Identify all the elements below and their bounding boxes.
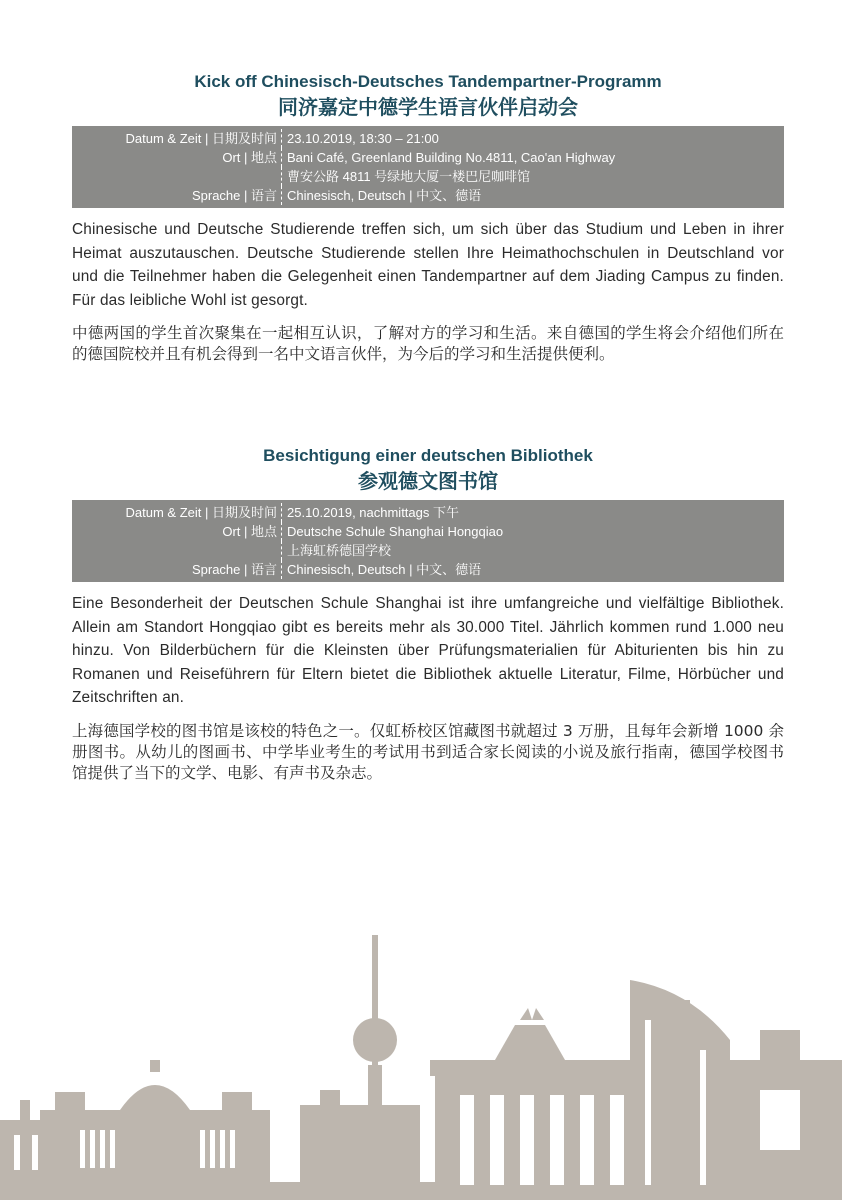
- info-row-language: [72, 560, 784, 579]
- info-row-date: [72, 503, 784, 522]
- event-description-de: Chinesische und Deutsche Studierende treffen sich, um sich über das Studium und Leben in ihrer Heimat auszutauschen. Deutsche Studierende stellen Ihre Heimathochschulen in Deutschland vor und die Teilnehmer haben die Gelegenheit einen Tandempartner auf dem Jiading Campus zu finden. Für das leibliche Wohl ist gesorgt.: [72, 221, 784, 309]
- info-label: Ort | 地点: [72, 522, 282, 541]
- info-row-location: [72, 522, 784, 541]
- info-label: Sprache | 语言: [72, 560, 282, 579]
- info-row-date: [72, 129, 784, 148]
- event-title-zh: 参观德文图书馆: [358, 469, 498, 493]
- event-kickoff: [72, 72, 784, 365]
- info-label: Datum & Zeit | 日期及时间: [72, 129, 282, 148]
- event-title-zh: 同济嘉定中德学生语言伙伴启动会: [278, 95, 578, 119]
- info-row-language: [72, 186, 784, 205]
- event-description-zh: 上海德国学校的图书馆是该校的特色之一。仅虹桥校区馆藏图书就超过 3 万册，且每年会新增 1000 余册图书。从幼儿的图画书、中学毕业考生的考试用书到适合家长阅读的小说及旅行指南，德国学校图书馆提供了当下的文学、电影、有声书及杂志。: [72, 721, 784, 782]
- info-label: [72, 167, 282, 186]
- info-label: Sprache | 语言: [72, 186, 282, 205]
- info-row-location: [72, 148, 784, 167]
- event-title-de: Besichtigung einer deutschen Bibliothek: [263, 446, 593, 465]
- info-value: 23.10.2019, 18:30 – 21:00: [287, 131, 439, 146]
- info-label: Ort | 地点: [72, 148, 282, 167]
- info-value: Chinesisch, Deutsch | 中文、德语: [287, 562, 482, 577]
- info-value: Deutsche Schule Shanghai Hongqiao: [287, 524, 504, 539]
- info-value: 曹安公路 4811 号绿地大厦一楼巴尼咖啡馆: [287, 169, 531, 184]
- event-description-de: Eine Besonderheit der Deutschen Schule Shanghai ist ihre umfangreiche und vielfältige Bibliothek. Allein am Standort Hongqiao gibt es bereits mehr als 30.000 Titel. Jährlich kommen rund 1.000 neu hinzu. Von Bilderbüchern für die Kleinsten über Prüfungsmaterialien für Abiturienten bis hin zu Romanen und Reiseführern für Eltern bietet die Bibliothek aktuelle Literatur, Filme, Hörbücher und Zeitschriften an.: [72, 595, 784, 706]
- info-value: 上海虹桥德国学校: [287, 543, 392, 558]
- berlin-skyline-illustration: [0, 920, 855, 1200]
- event-description-zh: 中德两国的学生首次聚集在一起相互认识，了解对方的学习和生活。来自德国的学生将会介绍他们所在的德国院校并且有机会得到一名中文语言伙伴，为今后的学习和生活提供便利。: [72, 324, 784, 363]
- event-library-visit: [72, 446, 784, 784]
- info-label: [72, 541, 282, 560]
- event-info-box: [72, 126, 784, 208]
- info-row-location-zh: [72, 541, 784, 560]
- info-row-location-zh: [72, 167, 784, 186]
- info-label: Datum & Zeit | 日期及时间: [72, 503, 282, 522]
- info-value: Bani Café, Greenland Building No.4811, Cao'an Highway: [287, 150, 616, 165]
- event-info-box: [72, 500, 784, 582]
- event-title-de: Kick off Chinesisch-Deutsches Tandempartner-Programm: [194, 72, 662, 91]
- info-value: Chinesisch, Deutsch | 中文、德语: [287, 188, 482, 203]
- info-value: 25.10.2019, nachmittags 下午: [287, 505, 459, 520]
